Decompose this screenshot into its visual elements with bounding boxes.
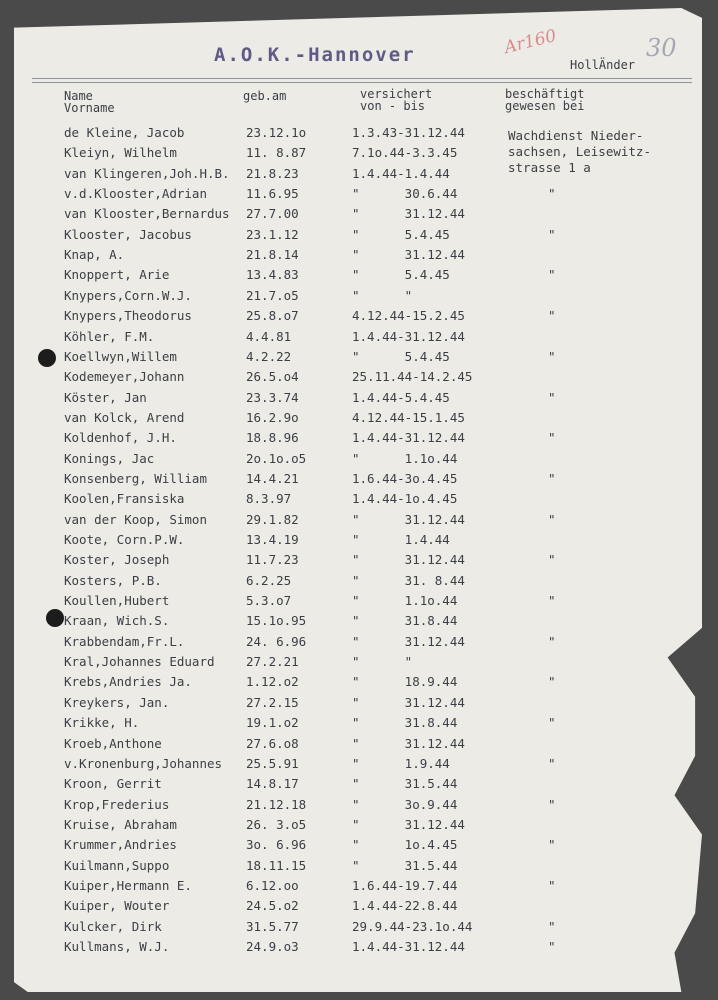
record-name: Koldenhof, J.H. — [64, 430, 177, 446]
record-birth-date: 25.5.91 — [246, 755, 299, 771]
record-birth-date: 31.5.77 — [246, 918, 299, 934]
record-row — [0, 206, 700, 226]
record-row — [0, 186, 700, 206]
record-name: Köster, Jan — [64, 389, 147, 405]
record-row — [0, 736, 700, 756]
record-row — [0, 817, 700, 837]
record-employer: " — [548, 552, 556, 568]
record-birth-date: 8.3.97 — [246, 491, 292, 507]
header-rule — [32, 78, 692, 79]
record-insured-period: " 5.4.45 — [352, 267, 450, 283]
record-birth-date: 16.2.9o — [246, 409, 299, 425]
record-name: van Klingeren,Joh.H.B. — [64, 165, 230, 181]
record-name: Koellwyn,Willem — [64, 348, 177, 364]
col-header-von-bis: von - bis — [360, 99, 426, 113]
record-row — [0, 166, 700, 186]
punch-hole — [46, 609, 64, 627]
record-row — [0, 939, 700, 959]
record-row — [0, 125, 700, 145]
record-birth-date: 6.2.25 — [246, 572, 292, 588]
record-birth-date: 3o. 6.96 — [246, 837, 307, 853]
record-insured-period: 4.12.44-15.1.45 — [352, 409, 465, 425]
record-birth-date: 6.12.oo — [246, 877, 299, 893]
record-birth-date: 15.1o.95 — [246, 613, 307, 629]
record-name: de Kleine, Jacob — [64, 125, 185, 140]
record-insured-period: " 31.8.44 — [352, 715, 458, 731]
record-row — [0, 308, 700, 328]
record-name: Koote, Corn.P.W. — [64, 532, 185, 547]
record-birth-date: 14.4.21 — [246, 470, 299, 486]
record-name: Knypers,Corn.W.J. — [64, 287, 192, 303]
record-name: Kullmans, W.J. — [64, 939, 170, 954]
record-name: Knap, A. — [64, 247, 125, 263]
record-insured-period: " 5.4.45 — [352, 348, 450, 364]
record-row — [0, 471, 700, 491]
record-insured-period: " 31.12.44 — [352, 552, 465, 568]
record-row — [0, 695, 700, 715]
record-name: Krebs,Andries Ja. — [64, 674, 192, 690]
record-name: Krikke, H. — [64, 715, 140, 731]
record-birth-date: 27.7.00 — [246, 206, 299, 222]
record-insured-period: " 31.12.44 — [352, 633, 465, 649]
record-birth-date: 24.9.o3 — [246, 939, 299, 954]
record-insured-period: " 1o.4.45 — [352, 837, 458, 853]
record-birth-date: 13.4.19 — [246, 532, 299, 547]
record-name: Kuiper, Wouter — [64, 898, 170, 914]
record-birth-date: 24.5.o2 — [246, 898, 299, 914]
record-name: Kuiper,Hermann E. — [64, 877, 192, 893]
record-birth-date: 4.4.81 — [246, 328, 292, 344]
record-name: Kodemeyer,Johann — [64, 369, 185, 385]
record-row — [0, 858, 700, 878]
record-employer: " — [548, 470, 556, 486]
record-row — [0, 837, 700, 857]
col-header-gewesen-bei: gewesen bei — [505, 99, 585, 113]
record-employer: " — [548, 633, 556, 649]
record-insured-period: " 3o.9.44 — [352, 796, 458, 812]
record-name: Konings, Jac — [64, 450, 155, 466]
col-header-geb: geb.am — [243, 89, 287, 103]
record-name: Koolen,Fransiska — [64, 491, 185, 507]
record-birth-date: 26.5.o4 — [246, 369, 299, 385]
record-row — [0, 715, 700, 735]
record-employer: " — [548, 267, 556, 283]
record-insured-period: " 31. 8.44 — [352, 572, 465, 588]
record-row — [0, 267, 700, 287]
record-employer: " — [548, 430, 556, 446]
record-employer: " — [548, 226, 556, 242]
record-row — [0, 654, 700, 674]
record-insured-period: " 31.12.44 — [352, 735, 465, 751]
record-row — [0, 919, 700, 939]
record-name: Kreykers, Jan. — [64, 694, 170, 710]
record-employer: " — [548, 674, 556, 690]
record-birth-date: 19.1.o2 — [246, 715, 299, 731]
record-row — [0, 247, 700, 267]
record-birth-date: 24. 6.96 — [246, 633, 307, 649]
record-name: Kosters, P.B. — [64, 572, 162, 588]
record-insured-period: " " — [352, 287, 413, 303]
record-name: van Kolck, Arend — [64, 409, 185, 425]
record-birth-date: 29.1.82 — [246, 511, 299, 527]
record-insured-period: " 1.9.44 — [352, 755, 450, 771]
record-row — [0, 288, 700, 308]
record-row — [0, 674, 700, 694]
record-insured-period: 1.4.44-31.12.44 — [352, 939, 465, 954]
record-birth-date: 21.8.14 — [246, 247, 299, 263]
record-row — [0, 329, 700, 349]
record-row — [0, 532, 700, 552]
record-name: Knypers,Theodorus — [64, 308, 192, 324]
record-row — [0, 573, 700, 593]
record-insured-period: " 31.8.44 — [352, 613, 458, 629]
record-employer: " — [548, 715, 556, 731]
record-employer: " — [548, 308, 556, 324]
record-birth-date: 21.8.23 — [246, 165, 299, 181]
record-name: Koullen,Hubert — [64, 593, 170, 609]
record-insured-period: " 31.12.44 — [352, 511, 465, 527]
record-employer: " — [548, 511, 556, 527]
record-insured-period: " 5.4.45 — [352, 226, 450, 242]
record-insured-period: 1.4.44-31.12.44 — [352, 328, 465, 344]
record-name: Kraan, Wich.S. — [64, 613, 170, 629]
record-insured-period: 1.4.44-31.12.44 — [352, 430, 465, 446]
record-row — [0, 878, 700, 898]
employer-note: Wachdienst Nieder- sachsen, Leisewitz- strasse 1 a — [508, 128, 651, 175]
record-name: Krabbendam,Fr.L. — [64, 633, 185, 649]
record-employer: " — [548, 389, 556, 405]
record-name: Kral,Johannes Eduard — [64, 654, 215, 670]
record-insured-period: " 31.12.44 — [352, 247, 465, 263]
record-name: Kulcker, Dirk — [64, 918, 162, 934]
record-birth-date: 25.8.o7 — [246, 308, 299, 324]
record-row — [0, 369, 700, 389]
record-birth-date: 1.12.o2 — [246, 674, 299, 690]
record-insured-period: 7.1o.44-3.3.45 — [352, 145, 458, 161]
col-header-vorname: Vorname — [64, 101, 115, 115]
record-birth-date: 27.2.15 — [246, 694, 299, 710]
record-employer: " — [548, 796, 556, 812]
record-birth-date: 13.4.83 — [246, 267, 299, 283]
record-insured-period: " 1.1o.44 — [352, 593, 458, 609]
record-insured-period: " 31.12.44 — [352, 816, 465, 832]
record-row — [0, 410, 700, 430]
record-birth-date: 27.6.o8 — [246, 735, 299, 751]
record-row — [0, 613, 700, 633]
record-birth-date: 18.8.96 — [246, 430, 299, 446]
handwritten-note: Ar160 — [502, 25, 559, 59]
record-name: Kleiyn, Wilhelm — [64, 145, 177, 161]
record-name: Kuilmann,Suppo — [64, 857, 170, 873]
record-name: Konsenberg, William — [64, 470, 207, 486]
page-number: 30 — [646, 34, 677, 62]
col-header-beschaeftigt: beschäftigt — [505, 87, 585, 101]
record-row — [0, 491, 700, 511]
record-birth-date: 11.7.23 — [246, 552, 299, 568]
record-name: Klooster, Jacobus — [64, 226, 192, 242]
record-insured-period: 1.6.44-3o.4.45 — [352, 470, 458, 486]
record-birth-date: 5.3.o7 — [246, 593, 292, 609]
record-name: Kruise, Abraham — [64, 816, 177, 832]
record-name: v.Kronenburg,Johannes — [64, 755, 223, 771]
record-birth-date: 2o.1o.o5 — [246, 450, 307, 466]
record-insured-period: 4.12.44-15.2.45 — [352, 308, 465, 324]
record-birth-date: 21.7.o5 — [246, 287, 299, 303]
record-insured-period: 1.4.44-22.8.44 — [352, 898, 458, 914]
record-insured-period: " 1.1o.44 — [352, 450, 458, 466]
record-insured-period: " " — [352, 654, 413, 670]
record-birth-date: 26. 3.o5 — [246, 816, 307, 832]
record-row — [0, 552, 700, 572]
record-employer: " — [548, 877, 556, 893]
record-row — [0, 776, 700, 796]
record-employer: " — [548, 593, 556, 609]
record-row — [0, 349, 700, 369]
record-insured-period: 1.6.44-19.7.44 — [352, 877, 458, 893]
record-name: Krop,Frederius — [64, 796, 170, 812]
record-birth-date: 21.12.18 — [246, 796, 307, 812]
record-name: Kroon, Gerrit — [64, 776, 162, 792]
record-insured-period: 1.4.44-1o.4.45 — [352, 491, 458, 507]
record-name: Knoppert, Arie — [64, 267, 170, 283]
record-insured-period: " 31.5.44 — [352, 857, 458, 873]
record-insured-period: " 30.6.44 — [352, 186, 458, 202]
record-birth-date: 23.1.12 — [246, 226, 299, 242]
record-employer: " — [548, 918, 556, 934]
punch-hole — [38, 349, 56, 367]
record-employer: " — [548, 755, 556, 771]
record-name: Koster, Joseph — [64, 552, 170, 568]
record-insured-period: " 31.12.44 — [352, 694, 465, 710]
record-birth-date: 18.11.15 — [246, 857, 307, 873]
record-insured-period: " 1.4.44 — [352, 532, 450, 547]
record-name: van der Koop, Simon — [64, 511, 207, 527]
record-insured-period: 1.4.44-1.4.44 — [352, 165, 450, 181]
record-name: v.d.Klooster,Adrian — [64, 186, 207, 202]
record-row — [0, 512, 700, 532]
record-row — [0, 797, 700, 817]
record-insured-period: 25.11.44-14.2.45 — [352, 369, 473, 385]
record-row — [0, 451, 700, 471]
document-title-stamp: A.O.K.-Hannover — [214, 44, 416, 66]
record-birth-date: 14.8.17 — [246, 776, 299, 792]
record-insured-period: " 31.12.44 — [352, 206, 465, 222]
header-rule — [32, 82, 692, 83]
record-row — [0, 430, 700, 450]
record-name: Köhler, F.M. — [64, 328, 155, 344]
record-employer: " — [548, 837, 556, 853]
record-name: van Klooster,Bernardus — [64, 206, 230, 222]
record-insured-period: 1.3.43-31.12.44 — [352, 125, 465, 140]
record-insured-period: " 18.9.44 — [352, 674, 458, 690]
header-place: HollÄnder — [570, 58, 636, 72]
record-row — [0, 756, 700, 776]
record-birth-date: 4.2.22 — [246, 348, 292, 364]
record-row — [0, 390, 700, 410]
record-birth-date: 11. 8.87 — [246, 145, 307, 161]
record-insured-period: 29.9.44-23.1o.44 — [352, 918, 473, 934]
record-row — [0, 634, 700, 654]
record-birth-date: 23.12.1o — [246, 125, 307, 140]
record-employer: " — [548, 939, 556, 954]
record-row — [0, 593, 700, 613]
record-insured-period: 1.4.44-5.4.45 — [352, 389, 450, 405]
record-row — [0, 145, 700, 165]
record-birth-date: 27.2.21 — [246, 654, 299, 670]
record-row — [0, 227, 700, 247]
record-employer: " — [548, 348, 556, 364]
record-birth-date: 11.6.95 — [246, 186, 299, 202]
record-employer: " — [548, 186, 556, 202]
col-header-versichert: versichert — [360, 87, 433, 101]
record-name: Krummer,Andries — [64, 837, 177, 853]
record-row — [0, 898, 700, 918]
record-name: Kroeb,Anthone — [64, 735, 162, 751]
col-header-name: Name — [64, 89, 93, 103]
record-insured-period: " 31.5.44 — [352, 776, 458, 792]
record-birth-date: 23.3.74 — [246, 389, 299, 405]
